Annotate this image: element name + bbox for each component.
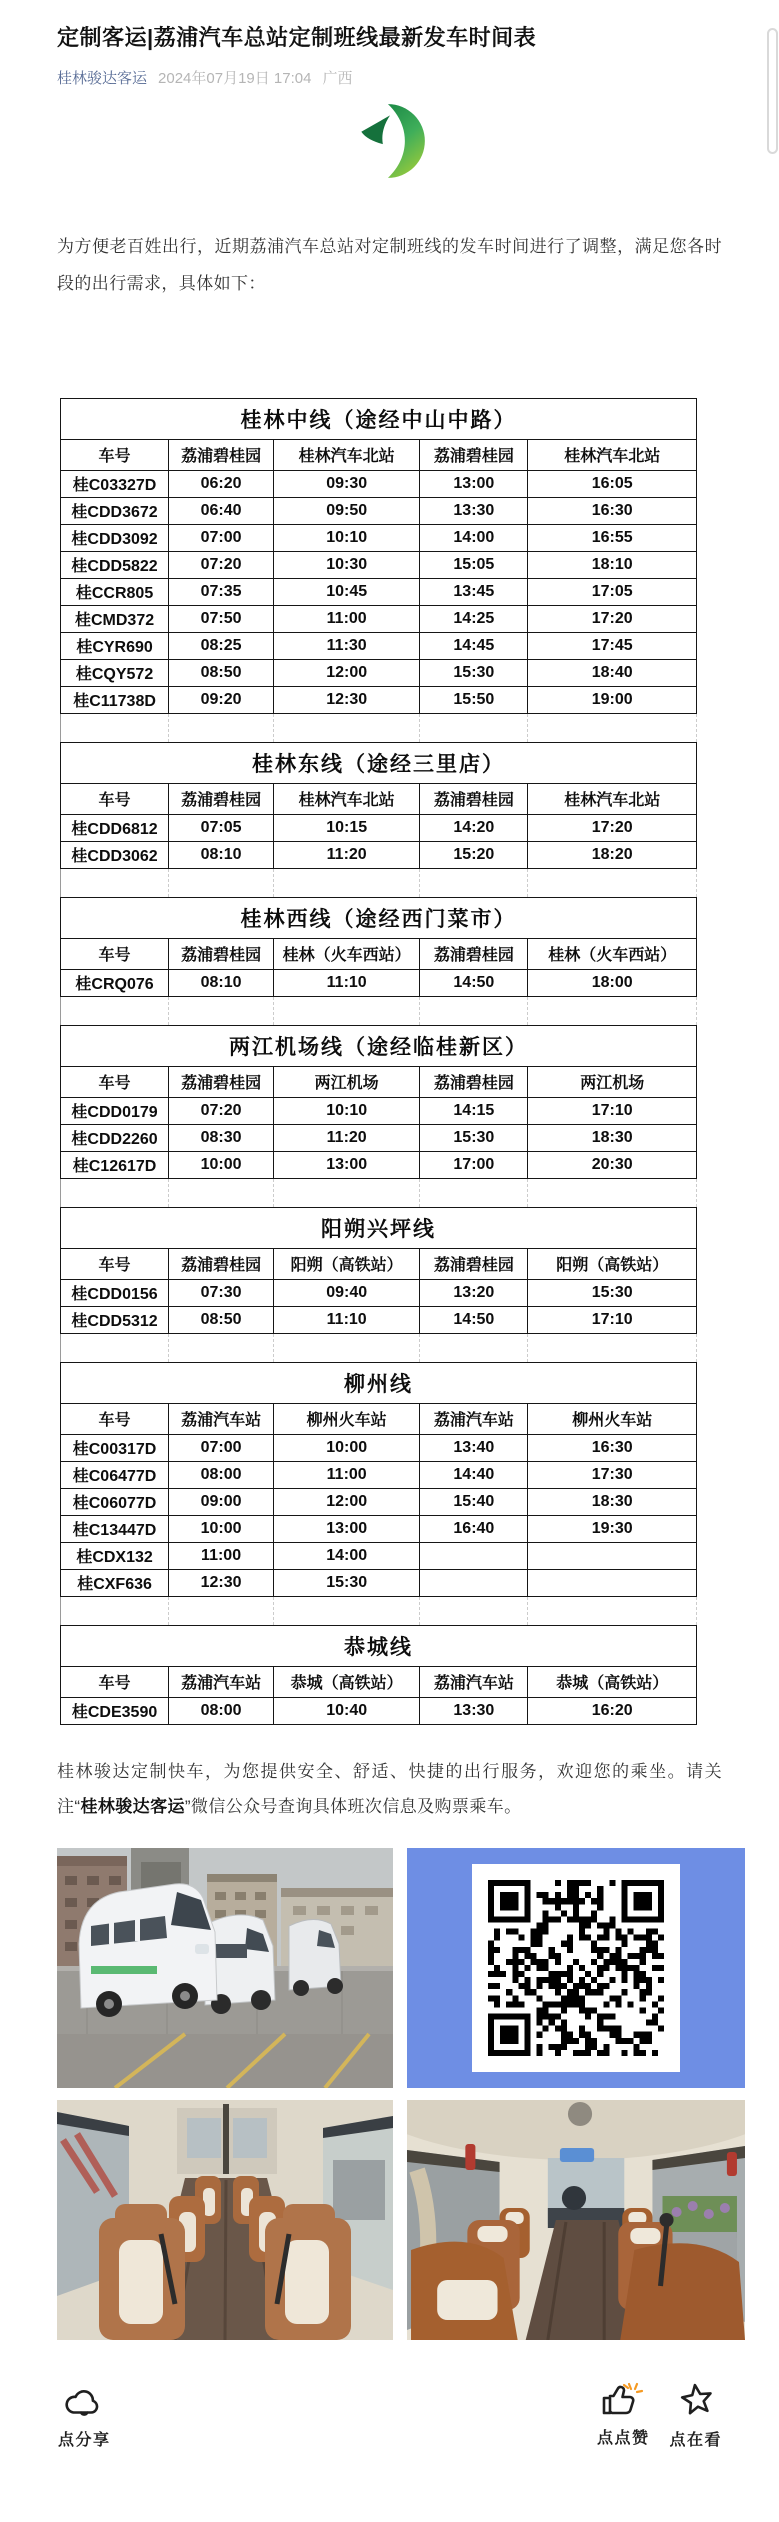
vehicle-number: 桂CQY572 bbox=[61, 659, 169, 686]
departure-time: 18:10 bbox=[528, 551, 697, 578]
departure-time: 07:00 bbox=[169, 524, 274, 551]
departure-time: 10:40 bbox=[274, 1697, 420, 1724]
departure-time: 10:00 bbox=[169, 1151, 274, 1178]
column-header: 荔浦碧桂园 bbox=[420, 938, 528, 969]
departure-time: 09:00 bbox=[169, 1488, 274, 1515]
departure-time: 14:15 bbox=[420, 1097, 528, 1124]
column-header: 两江机场 bbox=[274, 1066, 420, 1097]
departure-time: 07:00 bbox=[169, 1434, 274, 1461]
departure-time: 13:30 bbox=[420, 1697, 528, 1724]
departure-time: 18:00 bbox=[528, 969, 697, 996]
bus-interior-illustration-1 bbox=[57, 2100, 393, 2340]
brand-name: 桂林骏达客运 bbox=[80, 1796, 185, 1816]
departure-time: 07:20 bbox=[169, 1097, 274, 1124]
departure-time: 11:20 bbox=[274, 841, 420, 868]
departure-time: 08:50 bbox=[169, 659, 274, 686]
departure-time: 06:40 bbox=[169, 497, 274, 524]
column-header: 荔浦碧桂园 bbox=[169, 938, 274, 969]
author-link[interactable]: 桂林骏达客运 bbox=[57, 69, 148, 87]
departure-time: 09:30 bbox=[274, 470, 420, 497]
column-header: 荔浦碧桂园 bbox=[169, 783, 274, 814]
departure-time: 15:05 bbox=[420, 551, 528, 578]
departure-time: 10:15 bbox=[274, 814, 420, 841]
departure-time: 15:30 bbox=[420, 1124, 528, 1151]
timetable-row bbox=[61, 470, 697, 497]
timetable bbox=[60, 1625, 697, 1725]
right-actions bbox=[597, 2382, 722, 2450]
publish-date: 2024年07月19日 17:04 bbox=[158, 69, 312, 87]
timetable bbox=[60, 897, 697, 997]
bus-fleet-illustration bbox=[57, 1848, 393, 2088]
vehicle-number: 桂CDD5822 bbox=[61, 551, 169, 578]
wow-button[interactable] bbox=[669, 2382, 722, 2450]
table-separator bbox=[60, 997, 697, 1025]
route-title: 桂林西线（途经西门菜市） bbox=[61, 897, 697, 938]
column-header: 荔浦碧桂园 bbox=[169, 1066, 274, 1097]
departure-time: 19:00 bbox=[528, 686, 697, 713]
departure-time: 07:35 bbox=[169, 578, 274, 605]
junda-swirl-logo-icon bbox=[349, 100, 431, 182]
departure-time: 16:20 bbox=[528, 1697, 697, 1724]
timetable bbox=[60, 1362, 697, 1597]
timetable-row bbox=[61, 686, 697, 713]
column-header: 荔浦碧桂园 bbox=[169, 439, 274, 470]
column-header: 荔浦汽车站 bbox=[169, 1403, 274, 1434]
column-header: 两江机场 bbox=[528, 1066, 697, 1097]
timetable-row bbox=[61, 524, 697, 551]
departure-time: 17:20 bbox=[528, 605, 697, 632]
byline bbox=[57, 67, 722, 88]
column-header: 阳朔（高铁站） bbox=[274, 1248, 420, 1279]
departure-time: 13:00 bbox=[274, 1151, 420, 1178]
table-separator bbox=[60, 1334, 697, 1362]
timetable-row bbox=[61, 1097, 697, 1124]
departure-time: 07:05 bbox=[169, 814, 274, 841]
table-separator bbox=[60, 1179, 697, 1207]
scrollbar-thumb[interactable] bbox=[767, 28, 778, 154]
vehicle-number: 桂CDD2260 bbox=[61, 1124, 169, 1151]
departure-time: 11:10 bbox=[274, 969, 420, 996]
bus-interior-photo-front[interactable] bbox=[57, 2100, 393, 2340]
departure-time: 08:10 bbox=[169, 969, 274, 996]
departure-time: 11:00 bbox=[274, 605, 420, 632]
departure-time: 10:45 bbox=[274, 578, 420, 605]
column-header: 柳州火车站 bbox=[274, 1403, 420, 1434]
timetable bbox=[60, 398, 697, 714]
departure-time: 11:30 bbox=[274, 632, 420, 659]
departure-time: 14:45 bbox=[420, 632, 528, 659]
table-separator bbox=[60, 714, 697, 742]
timetable-row bbox=[61, 632, 697, 659]
column-header: 车号 bbox=[61, 938, 169, 969]
timetable-row bbox=[61, 1515, 697, 1542]
column-header: 荔浦汽车站 bbox=[169, 1666, 274, 1697]
timetable-row bbox=[61, 497, 697, 524]
vehicle-number: 桂CRQ076 bbox=[61, 969, 169, 996]
departure-time: 13:30 bbox=[420, 497, 528, 524]
departure-time: 11:10 bbox=[274, 1306, 420, 1333]
column-header: 荔浦碧桂园 bbox=[169, 1248, 274, 1279]
vehicle-number: 桂CMD372 bbox=[61, 605, 169, 632]
vehicle-number: 桂C11738D bbox=[61, 686, 169, 713]
departure-time: 19:30 bbox=[528, 1515, 697, 1542]
share-label: 点分享 bbox=[58, 2432, 111, 2450]
vehicle-number: 桂CDD6812 bbox=[61, 814, 169, 841]
departure-time: 08:25 bbox=[169, 632, 274, 659]
page-title: 定制客运|荔浦汽车总站定制班线最新发车时间表 bbox=[57, 25, 537, 50]
departure-time: 11:20 bbox=[274, 1124, 420, 1151]
column-header: 桂林汽车北站 bbox=[274, 783, 420, 814]
departure-time: 14:40 bbox=[420, 1461, 528, 1488]
departure-time: 10:10 bbox=[274, 1097, 420, 1124]
column-header: 恭城（高铁站） bbox=[274, 1666, 420, 1697]
departure-time: 08:00 bbox=[169, 1697, 274, 1724]
vehicle-number: 桂CDD3672 bbox=[61, 497, 169, 524]
vehicle-number: 桂CDX132 bbox=[61, 1542, 169, 1569]
column-header: 车号 bbox=[61, 1666, 169, 1697]
departure-time: 15:30 bbox=[528, 1279, 697, 1306]
column-header: 桂林（火车西站） bbox=[274, 938, 420, 969]
departure-time: 14:50 bbox=[420, 969, 528, 996]
departure-time: 17:45 bbox=[528, 632, 697, 659]
column-header: 桂林汽车北站 bbox=[274, 439, 420, 470]
departure-time: 10:10 bbox=[274, 524, 420, 551]
departure-time: 13:45 bbox=[420, 578, 528, 605]
timetable-row bbox=[61, 605, 697, 632]
departure-time: 15:40 bbox=[420, 1488, 528, 1515]
timetable-row bbox=[61, 1542, 697, 1569]
account-logo bbox=[57, 100, 722, 182]
vehicle-number: 桂CXF636 bbox=[61, 1569, 169, 1596]
footer-text-1: 桂林骏达定制快车，为您提供安全、舒适、快捷的出行服务，欢迎您的乘坐。请关注“ bbox=[57, 1761, 722, 1816]
departure-time: 08:10 bbox=[169, 841, 274, 868]
departure-time: 14:20 bbox=[420, 814, 528, 841]
departure-time: 07:20 bbox=[169, 551, 274, 578]
departure-time bbox=[420, 1542, 528, 1569]
column-header: 阳朔（高铁站） bbox=[528, 1248, 697, 1279]
departure-time: 20:30 bbox=[528, 1151, 697, 1178]
departure-time bbox=[420, 1569, 528, 1596]
departure-time: 17:00 bbox=[420, 1151, 528, 1178]
route-title: 恭城线 bbox=[61, 1625, 697, 1666]
departure-time: 12:00 bbox=[274, 659, 420, 686]
timetable-row bbox=[61, 1488, 697, 1515]
like-button[interactable] bbox=[597, 2382, 650, 2450]
departure-time bbox=[528, 1569, 697, 1596]
departure-time: 16:30 bbox=[528, 497, 697, 524]
star-icon bbox=[676, 2382, 716, 2418]
column-header: 荔浦碧桂园 bbox=[420, 439, 528, 470]
departure-time: 07:30 bbox=[169, 1279, 274, 1306]
table-separator bbox=[60, 1597, 697, 1625]
route-title: 桂林中线（途经中山中路） bbox=[61, 398, 697, 439]
timetable-row bbox=[61, 551, 697, 578]
timetable bbox=[60, 742, 697, 869]
vehicle-number: 桂C06477D bbox=[61, 1461, 169, 1488]
departure-time: 07:50 bbox=[169, 605, 274, 632]
timetable-row bbox=[61, 1306, 697, 1333]
departure-time: 13:00 bbox=[420, 470, 528, 497]
column-header: 荔浦汽车站 bbox=[420, 1403, 528, 1434]
departure-time: 15:30 bbox=[420, 659, 528, 686]
departure-time: 16:30 bbox=[528, 1434, 697, 1461]
column-header: 车号 bbox=[61, 1248, 169, 1279]
route-title: 阳朔兴坪线 bbox=[61, 1207, 697, 1248]
vehicle-number: 桂CDD0156 bbox=[61, 1279, 169, 1306]
publish-region: 广西 bbox=[322, 69, 353, 87]
departure-time: 10:30 bbox=[274, 551, 420, 578]
footer-text-2: ”微信公众号查询具体班次信息及购票乘车。 bbox=[184, 1796, 522, 1816]
departure-time: 17:05 bbox=[528, 578, 697, 605]
departure-time: 18:30 bbox=[528, 1488, 697, 1515]
column-header: 桂林汽车北站 bbox=[528, 783, 697, 814]
qr-code-image[interactable] bbox=[407, 1848, 745, 2088]
vehicle-number: 桂C12617D bbox=[61, 1151, 169, 1178]
departure-time: 17:30 bbox=[528, 1461, 697, 1488]
table-separator bbox=[60, 869, 697, 897]
departure-time: 18:30 bbox=[528, 1124, 697, 1151]
departure-time: 11:00 bbox=[274, 1461, 420, 1488]
route-title: 桂林东线（途经三里店） bbox=[61, 742, 697, 783]
vehicle-number: 桂CDE3590 bbox=[61, 1697, 169, 1724]
column-header: 桂林（火车西站） bbox=[528, 938, 697, 969]
column-header: 荔浦碧桂园 bbox=[420, 1066, 528, 1097]
column-header: 柳州火车站 bbox=[528, 1403, 697, 1434]
timetable bbox=[60, 1025, 697, 1179]
departure-time: 15:50 bbox=[420, 686, 528, 713]
column-header: 车号 bbox=[61, 1403, 169, 1434]
timetable-row bbox=[61, 1697, 697, 1724]
column-header: 车号 bbox=[61, 783, 169, 814]
wow-label: 点在看 bbox=[669, 2432, 722, 2450]
departure-time: 14:25 bbox=[420, 605, 528, 632]
column-header: 桂林汽车北站 bbox=[528, 439, 697, 470]
departure-time: 09:50 bbox=[274, 497, 420, 524]
departure-time: 15:20 bbox=[420, 841, 528, 868]
column-header: 荔浦碧桂园 bbox=[420, 1248, 528, 1279]
departure-time: 10:00 bbox=[274, 1434, 420, 1461]
column-header: 恭城（高铁站） bbox=[528, 1666, 697, 1697]
departure-time: 16:40 bbox=[420, 1515, 528, 1542]
vehicle-number: 桂C03327D bbox=[61, 470, 169, 497]
column-header: 荔浦碧桂园 bbox=[420, 783, 528, 814]
timetable-row bbox=[61, 969, 697, 996]
column-header: 车号 bbox=[61, 1066, 169, 1097]
route-title: 柳州线 bbox=[61, 1362, 697, 1403]
bus-interior-photo-rear[interactable] bbox=[407, 2100, 745, 2340]
departure-time: 13:40 bbox=[420, 1434, 528, 1461]
departure-time: 08:30 bbox=[169, 1124, 274, 1151]
column-header: 车号 bbox=[61, 439, 169, 470]
timetable-row bbox=[61, 1279, 697, 1306]
vehicle-number: 桂C06077D bbox=[61, 1488, 169, 1515]
departure-time: 09:20 bbox=[169, 686, 274, 713]
thumbs-up-icon bbox=[601, 2382, 645, 2416]
photo-grid bbox=[57, 1848, 745, 2340]
vehicle-number: 桂CYR690 bbox=[61, 632, 169, 659]
departure-time bbox=[528, 1542, 697, 1569]
footer-paragraph bbox=[57, 1755, 722, 1825]
like-label: 点点赞 bbox=[596, 2430, 650, 2448]
departure-time: 16:05 bbox=[528, 470, 697, 497]
departure-time: 08:50 bbox=[169, 1306, 274, 1333]
departure-time: 13:20 bbox=[420, 1279, 528, 1306]
vehicle-number: 桂CDD5312 bbox=[61, 1306, 169, 1333]
departure-time: 17:10 bbox=[528, 1097, 697, 1124]
departure-time: 09:40 bbox=[274, 1279, 420, 1306]
route-title: 两江机场线（途经临桂新区） bbox=[61, 1025, 697, 1066]
departure-time: 12:30 bbox=[169, 1569, 274, 1596]
qr-code-inner bbox=[472, 1864, 680, 2072]
share-button[interactable] bbox=[58, 2388, 111, 2450]
departure-time: 10:00 bbox=[169, 1515, 274, 1542]
departure-time: 14:00 bbox=[274, 1542, 420, 1569]
departure-time: 14:50 bbox=[420, 1306, 528, 1333]
qr-code-pattern bbox=[488, 1880, 664, 2056]
departure-time: 15:30 bbox=[274, 1569, 420, 1596]
vehicle-number: 桂C00317D bbox=[61, 1434, 169, 1461]
vehicle-number: 桂C13447D bbox=[61, 1515, 169, 1542]
departure-time: 18:40 bbox=[528, 659, 697, 686]
timetable-row bbox=[61, 1569, 697, 1596]
vehicle-number: 桂CCR805 bbox=[61, 578, 169, 605]
bus-interior-illustration-2 bbox=[407, 2100, 745, 2340]
timetable-row bbox=[61, 1151, 697, 1178]
timetable-row bbox=[61, 841, 697, 868]
vehicle-number: 桂CDD0179 bbox=[61, 1097, 169, 1124]
timetable-row bbox=[61, 1124, 697, 1151]
departure-time: 18:20 bbox=[528, 841, 697, 868]
departure-time: 12:30 bbox=[274, 686, 420, 713]
timetable-row bbox=[61, 1434, 697, 1461]
timetable-row bbox=[61, 814, 697, 841]
timetable-row bbox=[61, 659, 697, 686]
timetable-row bbox=[61, 1461, 697, 1488]
departure-time: 16:55 bbox=[528, 524, 697, 551]
departure-time: 14:00 bbox=[420, 524, 528, 551]
column-header: 荔浦汽车站 bbox=[420, 1666, 528, 1697]
timetable-row bbox=[61, 578, 697, 605]
vehicle-number: 桂CDD3092 bbox=[61, 524, 169, 551]
timetable bbox=[60, 1207, 697, 1334]
cloud-share-icon bbox=[64, 2388, 104, 2418]
departure-time: 17:10 bbox=[528, 1306, 697, 1333]
departure-time: 06:20 bbox=[169, 470, 274, 497]
departure-time: 13:00 bbox=[274, 1515, 420, 1542]
intro-paragraph: 为方便老百姓出行，近期荔浦汽车总站对定制班线的发车时间进行了调整，满足您各时段的出行需求，具体如下： bbox=[57, 236, 722, 294]
departure-time: 12:00 bbox=[274, 1488, 420, 1515]
departure-time: 17:20 bbox=[528, 814, 697, 841]
departure-time: 08:00 bbox=[169, 1461, 274, 1488]
bus-fleet-photo[interactable] bbox=[57, 1848, 393, 2088]
timetable-list bbox=[57, 398, 722, 1725]
vehicle-number: 桂CDD3062 bbox=[61, 841, 169, 868]
action-bar bbox=[57, 2382, 722, 2450]
departure-time: 11:00 bbox=[169, 1542, 274, 1569]
